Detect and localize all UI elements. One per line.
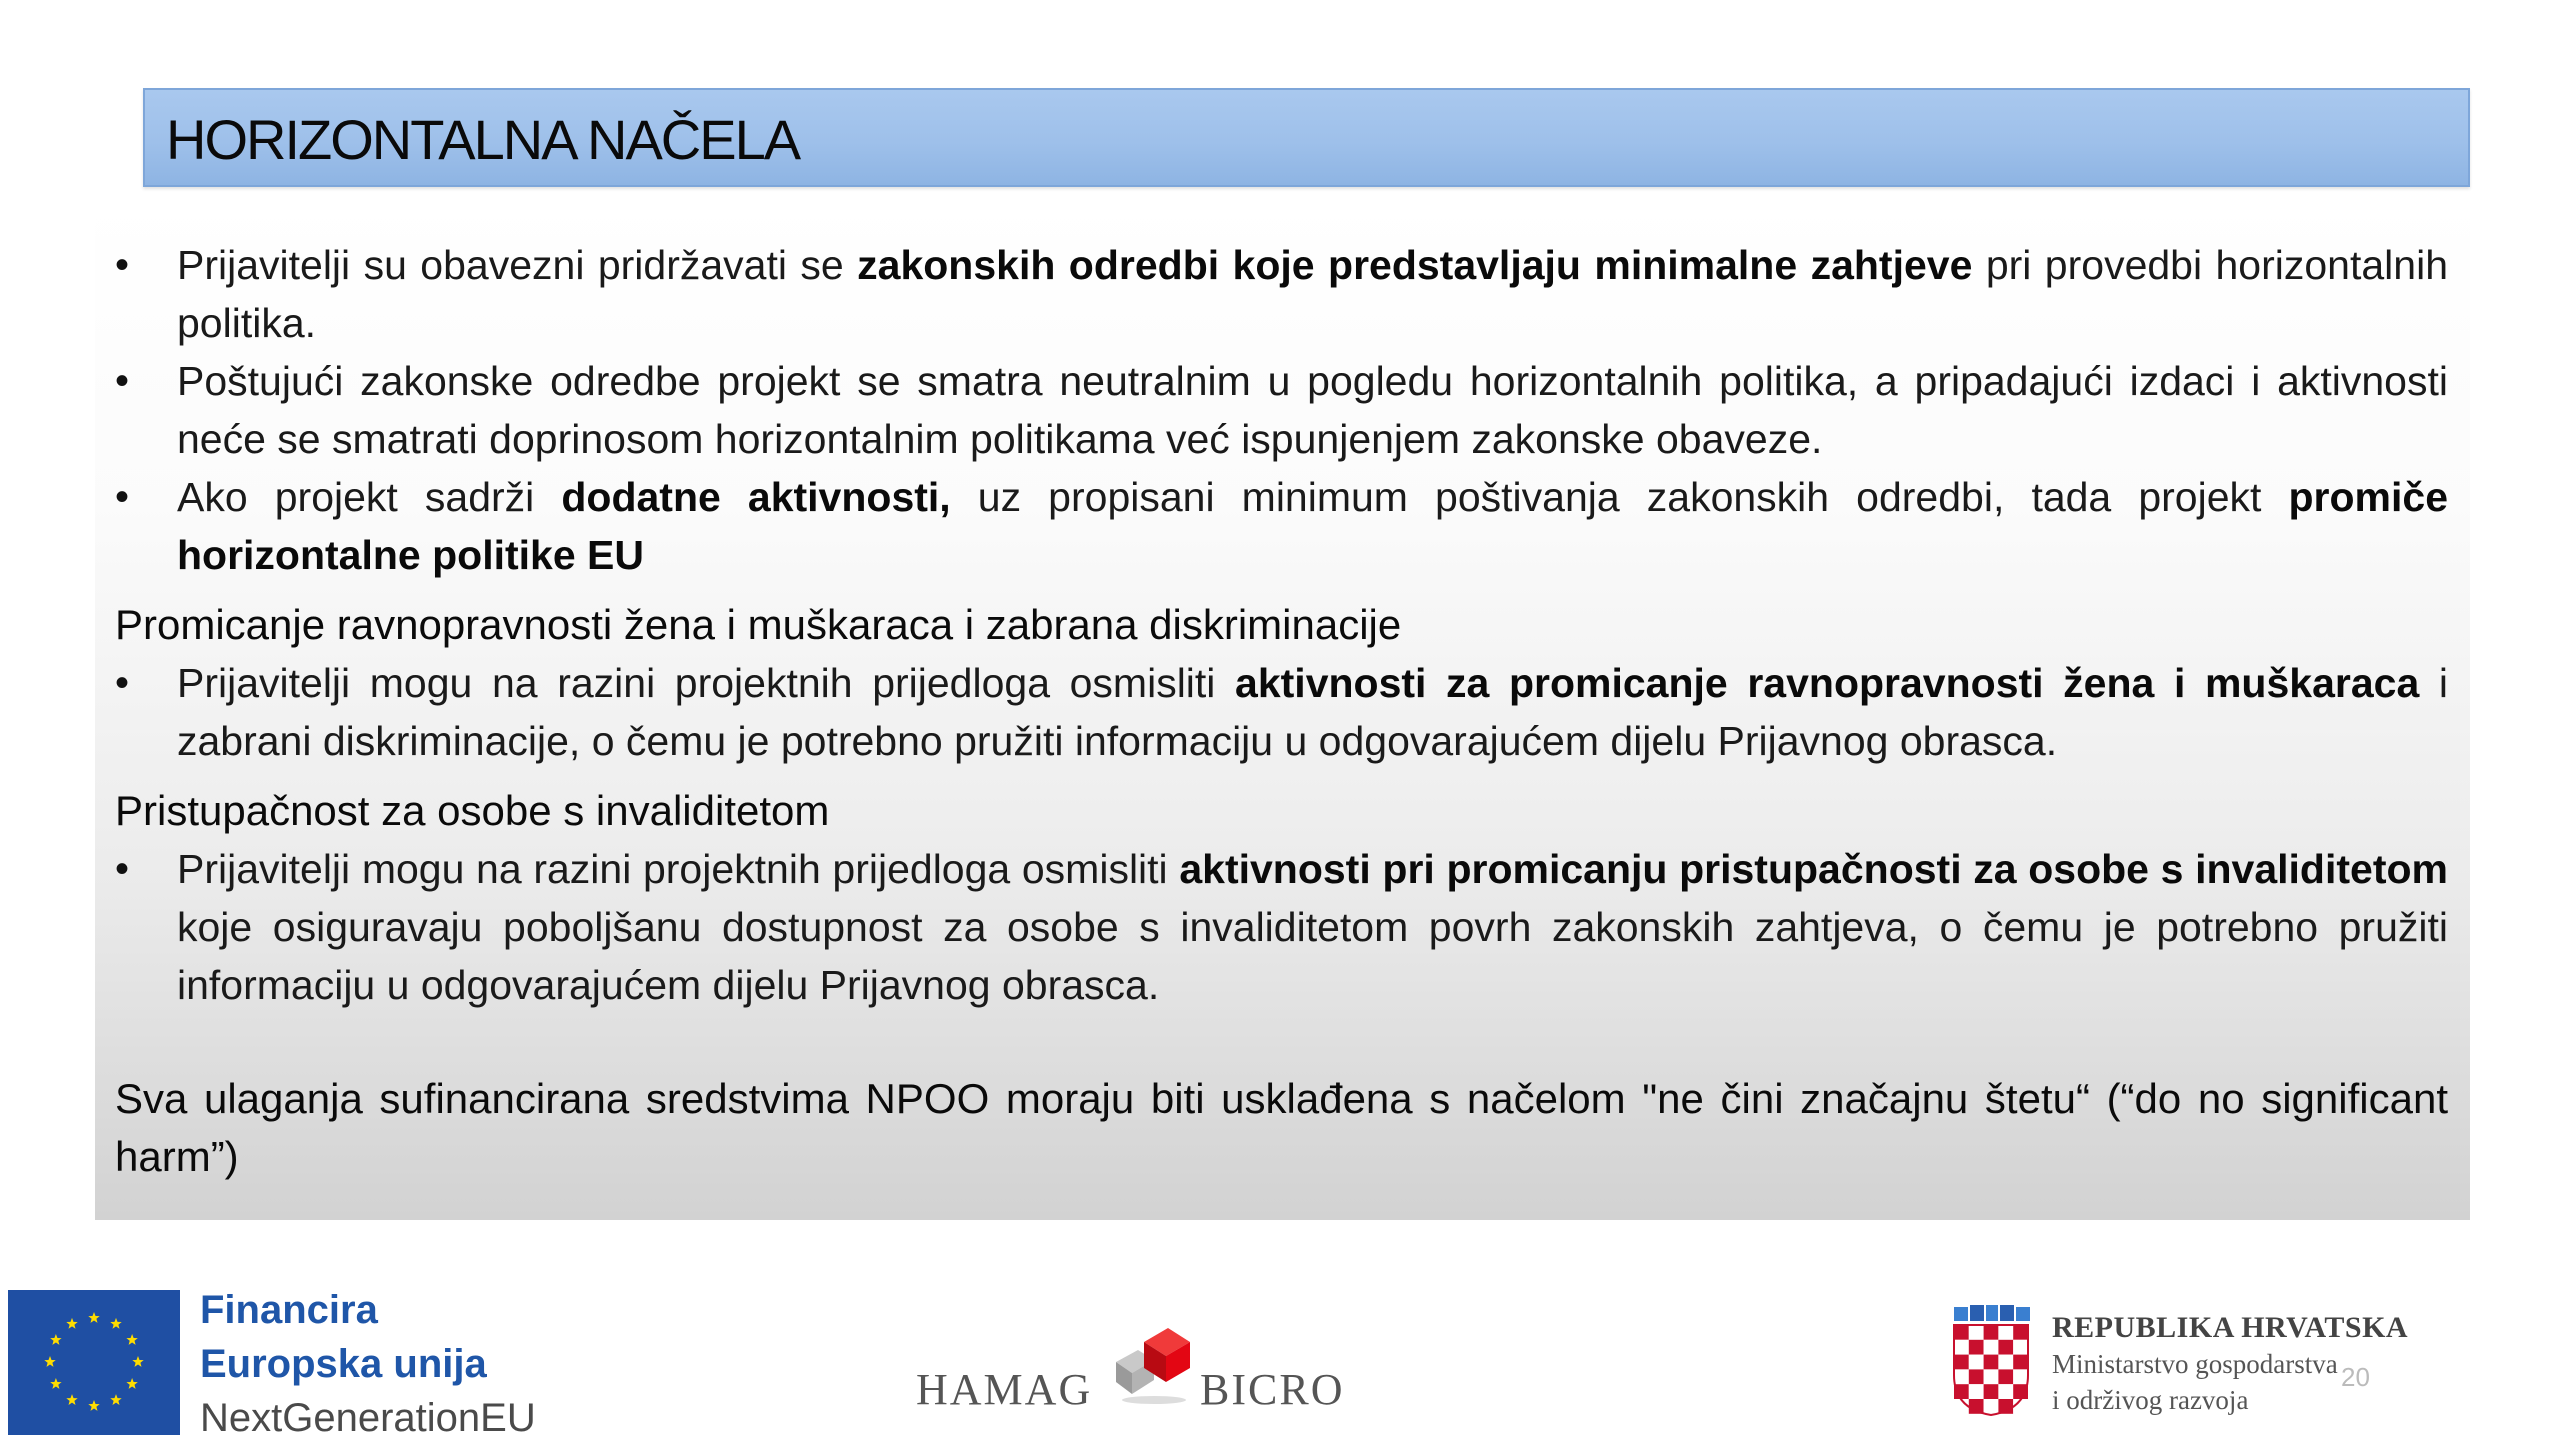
eu-star-icon — [132, 1356, 143, 1367]
eu-star-icon — [50, 1334, 61, 1345]
accessibility-bullet-list — [115, 840, 2448, 1014]
eu-star-icon — [44, 1356, 55, 1367]
eu-funding-label: Financira Europska unija NextGenerationEU — [200, 1288, 536, 1440]
eu-star-icon — [50, 1378, 61, 1389]
list-item: • Prijavitelji mogu na razini projektnih prijedloga osmisliti aktivnosti pri promicanju pristupačnosti za osobe s invaliditetom koje osiguravaju poboljšanu dostupnost za osobe s invaliditetom povrh zakonskih zahtjeva, o čemu je potrebno pružiti informaciju u odgovarajućem dijelu Prijavnog obrasca. — [115, 840, 2448, 1014]
eu-flag-logo — [8, 1290, 180, 1435]
section-heading-accessibility: Pristupačnost za osobe s invaliditetom — [115, 787, 830, 834]
cube-icon — [1096, 1320, 1196, 1410]
slide-content — [95, 200, 2470, 1220]
list-item: • Prijavitelji su obavezni pridržavati se zakonskih odredbi koje predstavljaju minimalne zahtjeve pri provedbi horizontalnih politika. — [115, 236, 2448, 352]
gender-bullet-list — [115, 654, 2448, 770]
croatian-coat-of-arms-icon — [1950, 1305, 2032, 1417]
eu-star-icon — [110, 1318, 121, 1329]
list-item: • Ako projekt sadrži dodatne aktivnosti, uz propisani minimum poštivanja zakonskih odredbi, tada projekt promiče horizontalne politike EU — [115, 468, 2448, 584]
ministry-label: REPUBLIKA HRVATSKA Ministarstvo gospodarstva i održivog razvoja — [2052, 1311, 2409, 1415]
eu-star-icon — [88, 1400, 99, 1411]
page-number: 20 — [2341, 1362, 2370, 1392]
eu-star-icon — [66, 1394, 77, 1405]
title-bar — [143, 88, 2470, 187]
hamag-bicro-logo: HAMAG BICRO — [916, 1310, 1356, 1420]
eu-star-icon — [126, 1378, 137, 1389]
eu-star-icon — [110, 1394, 121, 1405]
general-bullet-list — [115, 236, 2448, 584]
eu-star-icon — [88, 1312, 99, 1323]
eu-stars-icon — [8, 1290, 180, 1435]
eu-star-icon — [66, 1318, 77, 1329]
section-heading-gender-equality: Promicanje ravnopravnosti žena i muškaraca i zabrana diskriminacije — [115, 601, 1402, 648]
eu-star-icon — [126, 1334, 137, 1345]
page-title: HORIZONTALNA NAČELA — [166, 108, 800, 171]
list-item: • Prijavitelji mogu na razini projektnih prijedloga osmisliti aktivnosti za promicanje ravnopravnosti žena i muškaraca i zabrani diskriminacije, o čemu je potrebno pružiti informaciju u odgovarajućem dijelu Prijavnog obrasca. — [115, 654, 2448, 770]
dnsh-statement: Sva ulaganja sufinancirana sredstvima NPOO moraju biti usklađena s načelom "ne čini značajnu štetu“ (“do no significant harm”) — [115, 1075, 2448, 1180]
list-item: • Poštujući zakonske odredbe projekt se smatra neutralnim u pogledu horizontalnih politika, a pripadajući izdaci i aktivnosti neće se smatrati doprinosom horizontalnim politikama već ispunjenjem zakonske obaveze. — [115, 352, 2448, 468]
